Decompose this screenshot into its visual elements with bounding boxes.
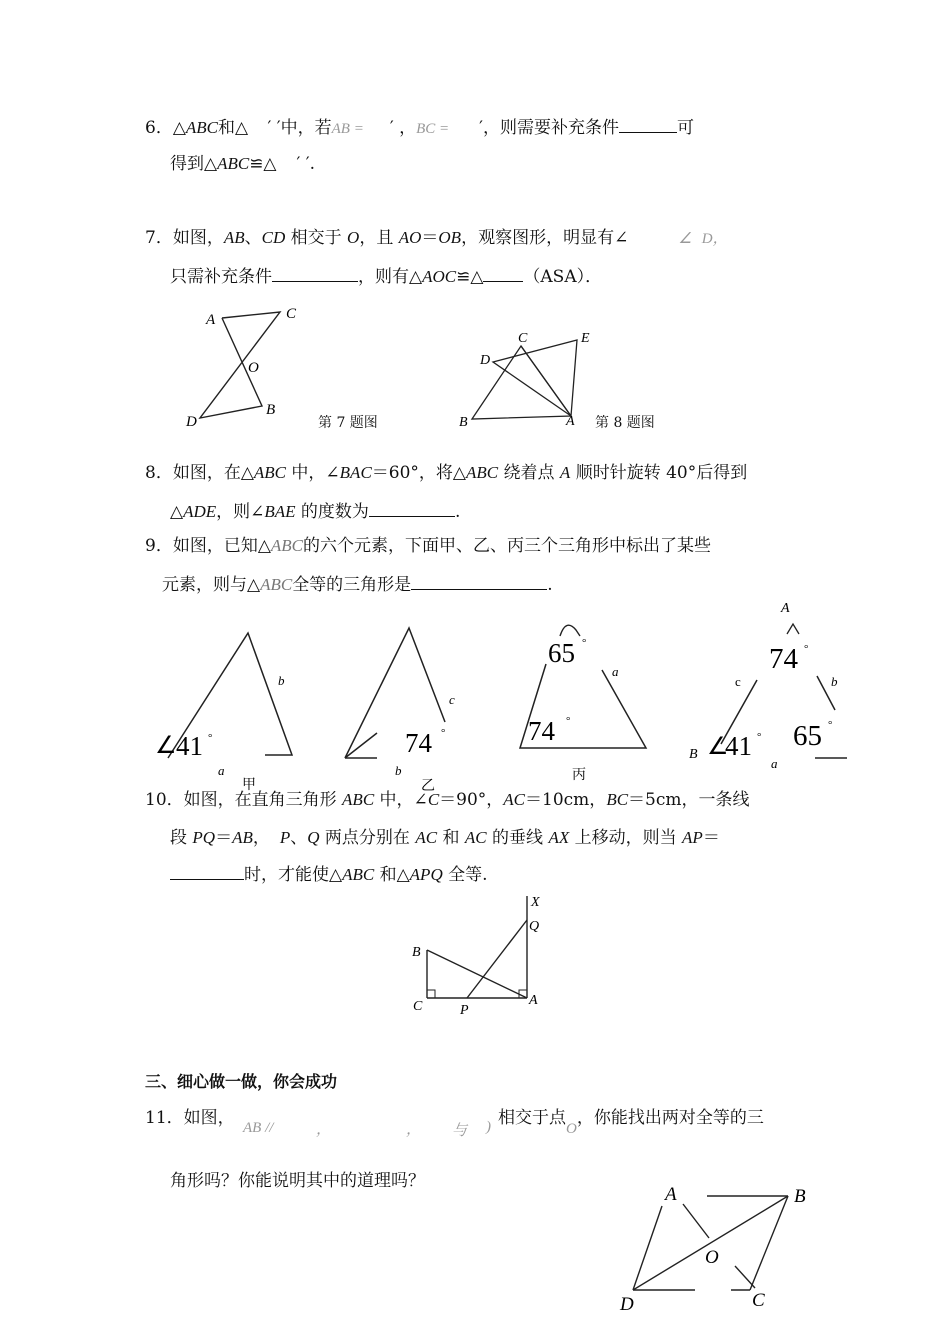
- bing-angle-65: 65: [548, 638, 575, 668]
- fig11-label-C: C: [752, 1290, 765, 1311]
- yi-side-b: b: [395, 763, 402, 778]
- q10-answer-blank[interactable]: [170, 863, 244, 880]
- q7-line-1: 7．如图，AB、CD 相交于 O，且 AO＝OB，观察图形，明显有∠ ∠ D，: [145, 228, 728, 248]
- fig10-label-P: P: [460, 1003, 469, 1018]
- q10-line-3: 时，才能使△ABC 和△APQ 全等.: [170, 863, 488, 886]
- fig11-label-A: A: [665, 1184, 677, 1205]
- yi-angle-74: 74: [405, 728, 432, 758]
- bing-side-a: a: [612, 664, 619, 679]
- q7-triangle-blank[interactable]: [483, 265, 523, 282]
- q11-faint-4: 与: [452, 1123, 468, 1139]
- orig-angle-65: 65: [793, 720, 822, 752]
- q6-line-1: 6．△ABC和△ ′ ′中，若AB = ′ ，BC = ′，则需要补充条件 可: [145, 118, 695, 138]
- figure-11: [605, 1178, 825, 1318]
- jia-side-a: a: [218, 763, 225, 778]
- q11-line-1-rest: 相交于点O，你能找出两对全等的三: [498, 1108, 764, 1137]
- q6-line-2: 得到△ABC≌△ ′ ′.: [170, 154, 316, 174]
- q11-faint-2: ，: [316, 1122, 332, 1138]
- yi-side-c: c: [449, 692, 455, 707]
- orig-side-b: b: [831, 674, 838, 689]
- jia-angle-mark: ∠: [155, 733, 177, 759]
- fig7-label-B: B: [266, 402, 276, 418]
- q11-faint-1: AB //: [243, 1120, 274, 1136]
- fig10-label-X: X: [531, 895, 540, 910]
- svg-text:°: °: [828, 719, 833, 731]
- q11-line-1: 11．如图，: [145, 1108, 235, 1128]
- fig7-label-C: C: [286, 306, 297, 322]
- q7-condition-blank[interactable]: [272, 265, 358, 282]
- fig8-caption: 第 8 题图: [595, 415, 655, 431]
- fig7-label-D: D: [186, 414, 197, 430]
- fig11-label-O: O: [705, 1247, 719, 1268]
- orig-angle-mark: ∠: [707, 734, 729, 760]
- fig11-label-D: D: [620, 1294, 634, 1315]
- q8-answer-blank[interactable]: [369, 500, 455, 517]
- bing-angle-74: 74: [528, 716, 555, 746]
- q9-line-2: 元素，则与△ABC全等的三角形是 .: [162, 575, 553, 595]
- fig8-label-E: E: [581, 331, 590, 346]
- fig9-triangle-yi: [335, 620, 475, 795]
- orig-side-c: c: [735, 674, 741, 689]
- fig8-triangle-ADE: [493, 340, 577, 416]
- fig10-label-Q: Q: [529, 919, 540, 934]
- figure-8: [455, 322, 595, 432]
- q10-line-2: 段 PQ＝AB， P、Q 两点分别在 AC 和 AC 的垂线 AX 上移动，则当 AP＝: [170, 828, 720, 848]
- fig7-caption: 第 7 题图: [318, 415, 378, 431]
- q9-answer-blank[interactable]: [411, 573, 547, 590]
- svg-text:°: °: [804, 643, 809, 655]
- jia-side-b: b: [278, 673, 285, 688]
- fig7-label-A: A: [206, 312, 216, 328]
- svg-text:°: °: [208, 732, 213, 744]
- figure-10: [405, 892, 555, 1022]
- fig7-label-O: O: [248, 360, 259, 376]
- q10-line-1: 10．如图，在直角三角形 ABC 中，∠C＝90°，AC＝10cm，BC＝5cm，一条线: [145, 790, 750, 810]
- svg-text:°: °: [441, 727, 446, 739]
- orig-angle-74: 74: [769, 643, 798, 675]
- fig8-segment-CA: [521, 346, 571, 416]
- fig11-label-B: B: [794, 1186, 806, 1207]
- orig-label-A: A: [781, 601, 790, 616]
- q11-line-2: 角形吗？你能说明其中的道理吗？: [170, 1171, 425, 1191]
- q9-line-1: 9．如图，已知△ABC的六个元素，下面甲、乙、丙三个三角形中标出了某些: [145, 536, 712, 556]
- section-3-heading: 三、细心做一做，你会成功: [145, 1072, 338, 1091]
- q6-answer-blank[interactable]: [619, 116, 677, 133]
- jia-angle-41: 41: [176, 731, 203, 761]
- svg-text:°: °: [757, 731, 762, 743]
- fig9-triangle-jia: [150, 625, 310, 795]
- fig9-triangle-bing: [510, 608, 660, 783]
- bing-caption: 丙: [572, 768, 586, 783]
- q11-faint-5: ): [486, 1119, 491, 1135]
- fig10-label-B: B: [412, 945, 421, 960]
- q11-faint-3: ，: [406, 1122, 422, 1138]
- fig10-label-C: C: [413, 999, 423, 1014]
- q8-line-1: 8．如图，在△ABC 中，∠BAC＝60°，将△ABC 绕着点 A 顺时针旋转 40°后得到: [145, 463, 748, 483]
- orig-side-a: a: [771, 756, 778, 771]
- orig-angle-41: 41: [725, 731, 752, 761]
- svg-text:°: °: [566, 715, 571, 727]
- fig9-triangle-original: [685, 598, 865, 773]
- q7-line-2: 只需补充条件 ，则有△AOC≌△ （ASA）．: [170, 267, 603, 287]
- q8-line-2: △ADE，则∠BAE 的度数为 .: [170, 502, 461, 522]
- fig8-label-D: D: [480, 353, 491, 368]
- yi-caption: 乙: [421, 779, 435, 794]
- fig8-label-C: C: [518, 331, 528, 346]
- figure-7: [180, 300, 330, 440]
- fig10-label-A: A: [529, 993, 538, 1008]
- svg-text:°: °: [582, 637, 587, 649]
- fig8-label-A: A: [566, 414, 575, 429]
- jia-caption: 甲: [242, 778, 256, 793]
- fig8-label-B: B: [459, 415, 468, 430]
- orig-label-B: B: [689, 747, 698, 762]
